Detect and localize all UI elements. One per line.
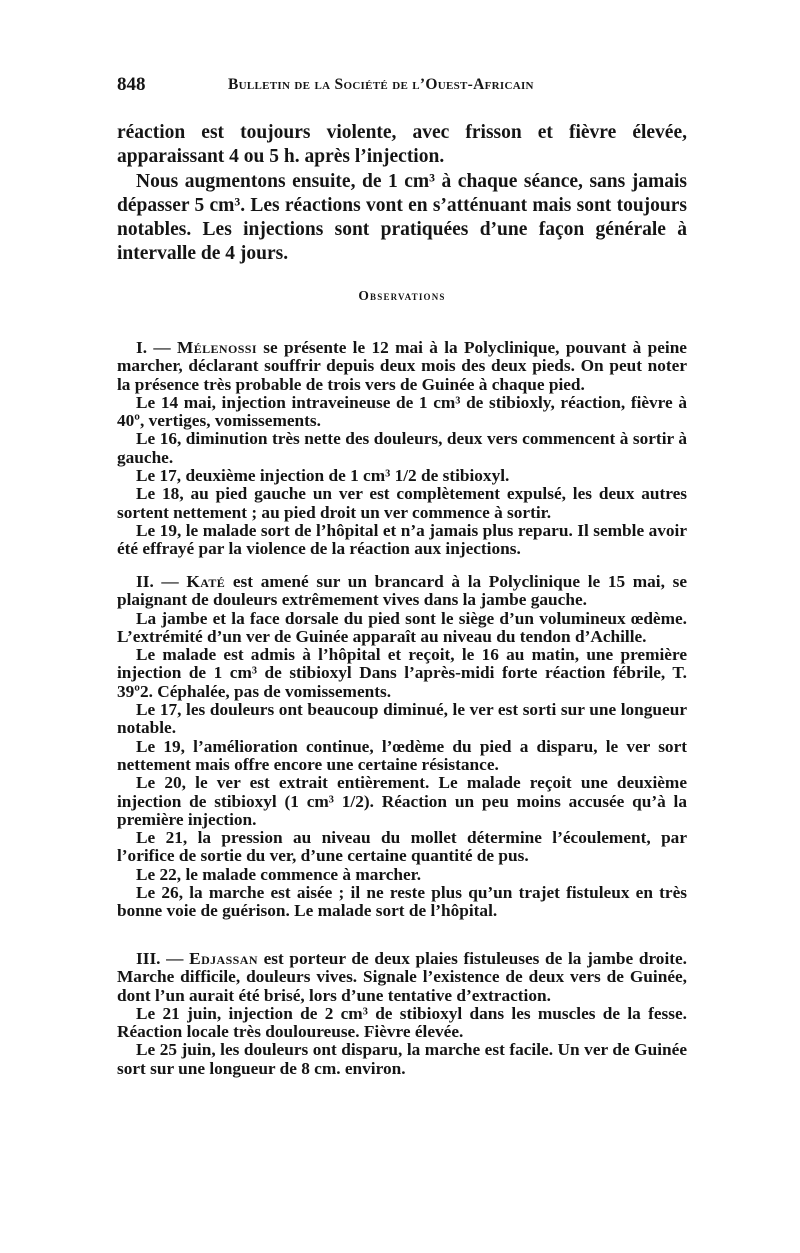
case-observation-1 xyxy=(117,339,687,559)
case-paragraph: Le 19, l’amélioration continue, l’œdème du pied a disparu, le ver sort nettement mais offre encore une certaine résistance. xyxy=(117,736,687,774)
case-paragraph: Le 17, les douleurs ont beaucoup diminué, le ver est sorti sur une longueur notable. xyxy=(117,700,687,738)
case-paragraph: Le 26, la marche est aisée ; il ne reste plus qu’un trajet fistuleux en très bonne voie de guérison. Le malade sort de l’hôpital. xyxy=(117,883,687,921)
case-paragraph: Le 21, la pression au niveau du mollet détermine l’écoulement, par l’orifice de sortie du ver, d’une certaine quantité de pus. xyxy=(117,828,687,866)
intro-paragraph: Nous augmentons ensuite, de 1 cm³ à chaque séance, sans jamais dépasser 5 cm³. Les réactions vont en s’atténuant mais sont toujours notables. Les injections sont pratiquées d’une façon générale à intervalle de 4 jours. xyxy=(117,170,687,265)
case-paragraph: Le 14 mai, injection intraveineuse de 1 cm³ de stibioxly, réaction, fièvre à 40º, vertiges, vomissements. xyxy=(117,392,687,431)
case-number: I. — xyxy=(136,338,171,357)
intro-paragraph: réaction est toujours violente, avec frisson et fièvre élevée, apparaissant 4 ou 5 h. après l’injection. xyxy=(117,122,687,168)
case-opening-text: est porteur de deux plaies fistuleuses de la jambe droite. Marche difficile, douleurs vives. Signale l’existence de deux vers de Guinée, dont l’un aurait été brisé, lors d’une tentative d’extraction. xyxy=(117,949,687,1005)
case-opening xyxy=(117,950,687,1005)
case-number: II. — xyxy=(136,572,179,591)
patient-name: Katé xyxy=(186,572,226,591)
case-opening-text: se présente le 12 mai à la Polyclinique, pouvant à peine marcher, déclarant souffrir depuis deux mois des deux pieds. On peut noter la présence très probable de trois vers de Guinée à chaque pied. xyxy=(117,338,687,394)
case-paragraph: Le 18, au pied gauche un ver est complètement expulsé, les deux autres sortent nettement ; au pied droit un ver commence à sortir. xyxy=(117,484,687,522)
case-paragraph: Le 25 juin, les douleurs ont disparu, la marche est facile. Un ver de Guinée sort sur une longueur de 8 cm. environ. xyxy=(117,1040,687,1078)
case-paragraph: La jambe et la face dorsale du pied sont le siège d’un volumineux œdème. L’extrémité d’un ver de Guinée apparaît au niveau du tendon d’Achille. xyxy=(117,608,687,646)
case-observation-3 xyxy=(117,950,687,1078)
case-paragraph: Le malade est admis à l’hôpital et reçoit, le 16 au matin, une première injection de 1 cm³ de stibioxyl Dans l’après-midi forte réaction fébrile, T. 39º2. Céphalée, pas de vomissements. xyxy=(117,645,687,701)
page-number: 848 xyxy=(117,74,146,95)
case-paragraph: Le 16, diminution très nette des douleurs, deux vers commencent à sortir à gauche. xyxy=(117,429,687,467)
case-opening-text: est amené sur un brancard à la Polyclinique le 15 mai, se plaignant de douleurs extrêmement vives dans la jambe gauche. xyxy=(117,572,687,610)
case-paragraph: Le 20, le ver est extrait entièrement. Le malade reçoit une deuxième injection de stibioxyl (1 cm³ 1/2). Réaction un peu moins accusée qu’à la première injection. xyxy=(117,773,687,829)
case-observation-2 xyxy=(117,573,687,921)
case-paragraph: Le 22, le malade commence à marcher. xyxy=(136,864,422,884)
case-paragraph: Le 17, deuxième injection de 1 cm³ 1/2 de stibioxyl. xyxy=(136,466,510,486)
journal-title: Bulletin de la Société de l’Ouest-Africain xyxy=(228,76,534,93)
case-paragraph: Le 19, le malade sort de l’hôpital et n’a jamais plus reparu. Il semble avoir été effrayé par la violence de la réaction aux injections. xyxy=(117,520,687,559)
intro-text xyxy=(117,121,687,267)
case-paragraph: Le 21 juin, injection de 2 cm³ de stibioxyl dans les muscles de la fesse. Réaction locale très douloureuse. Fièvre élevée. xyxy=(117,1003,687,1042)
section-title: Observations xyxy=(358,288,446,303)
running-head xyxy=(117,74,687,100)
patient-name: Mélenossi xyxy=(176,338,257,357)
case-opening xyxy=(117,573,687,610)
case-number: III. — xyxy=(136,949,184,968)
case-opening xyxy=(117,339,687,394)
patient-name: Edjassan xyxy=(189,949,258,968)
